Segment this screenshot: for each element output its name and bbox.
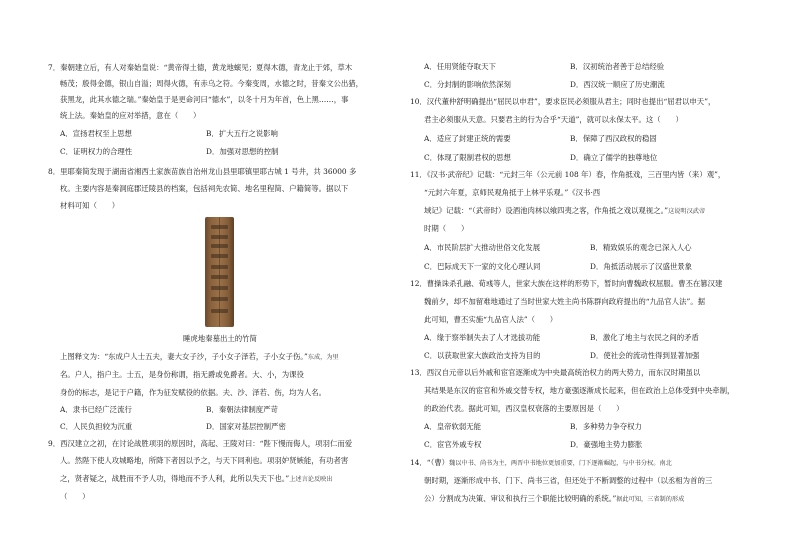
q10-line-1: 10．汉代董仲舒明确提出“屈民以申君”，要求臣民必须服从君主；同时也提出“屈君以申天”，: [410, 97, 716, 106]
q7-option-b: B．扩大五行之说影响: [206, 129, 278, 138]
q9-option-a: A．任用贤能夺取天下: [424, 62, 496, 71]
q7-line-1: 7．秦朝建立后，有人对秦始皇说：“黄帝得土德，黄龙地螾见；夏得木德，青龙止于郊，草木: [48, 63, 353, 72]
q8-line-3: 材料可知（ ）: [60, 201, 120, 210]
q7-option-a: A．宣扬君权至上思想: [60, 129, 132, 138]
q11-line-2: “元封六年夏，京师民观角抵于上林平乐观。”《汉书·西: [424, 188, 601, 197]
q9-option-d: D．西汉统一顺应了历史潮流: [570, 80, 665, 89]
q9-line-2: 人。然陛下使人攻城略地，所降下者因以予之，与天下同利也。项羽妒贤嫉能，有功者害: [60, 456, 349, 465]
q13-line-1: 13．西汉自元帝以后外戚和宦官逐渐成为中央最高统治权力的两大势力，而东汉时期虽以: [410, 368, 701, 377]
q11-option-d: D．角抵活动展示了汉盛世景象: [590, 262, 693, 271]
bamboo-slip-image: [205, 217, 234, 327]
q14-line-1: 14．“（曹）魏以中书、尚书为主，两晋中书地位更加重要，门下逐渐崛起，与中书分权。南北: [410, 458, 672, 467]
q7-line-2: 畅茂；殷得金德，银山自溢；周得火德，有赤乌之符。今秦变周，水德之时，昔秦文公出猎，: [60, 79, 364, 88]
q12-option-c: C．以获取世家大族政治支持为目的: [424, 351, 541, 360]
q12-line-2: 魏前夕，却不加留难地通过了当时世家大姓主尚书陈群向政府提出的“九品官人法”。据: [424, 297, 706, 306]
q12-option-b: B．激化了地主与农民之间的矛盾: [590, 333, 699, 342]
q8-option-d: D．国家对基层控制严密: [206, 422, 286, 431]
q8-option-c: C．人民负担较为沉重: [60, 422, 133, 431]
q10-option-d: D．确立了儒学的独尊地位: [570, 153, 658, 162]
q10-option-c: C．体现了限制君权的思想: [424, 153, 511, 162]
q8-line-1: 8．里耶秦简发现于湖南省湘西土家族苗族自治州龙山县里耶镇里耶古城 1 号井，共 36000 多: [48, 167, 357, 176]
q8-option-a: A．隶书已经广泛流行: [60, 405, 132, 414]
q12-option-a: A．缘于察举制失去了人才选拔功能: [424, 333, 541, 342]
q11-line-3: 域记》记载：“（武帝时）设酒池肉林以飨四夷之客，作角抵之戏以观视之。”这说明汉武帝: [424, 206, 706, 215]
q9-line-3: 之，贤者疑之，战胜而不予人功，得地而不予人利，此所以失天下也。”上述言论反映出: [60, 474, 333, 483]
q8-option-b: B．秦朝法律制度严苛: [206, 405, 278, 414]
q13-option-d: D．豪强地主势力膨胀: [570, 440, 643, 449]
q13-line-2: 其结果是东汉的宦官和外戚交替专权，地方豪强逐渐成长起来，但在政治上总体受到中央牵制，: [424, 386, 735, 395]
q12-line-1: 12．曹操诛杀孔融、荀彧等人，世家大族在这样的形势下，暂时向曹魏政权屈服。曹丕在篡汉建: [410, 279, 723, 288]
q13-line-3: 的政治代表。据此可知，西汉皇权衰落的主要原因是（ ）: [424, 404, 624, 413]
q11-option-c: C．巴际成天下一家的文化心理认同: [424, 262, 541, 271]
q13-option-c: C．宦官外戚专权: [424, 440, 482, 449]
q12-option-d: D．使社会的流动性得到显著加强: [590, 351, 700, 360]
q9-line-1: 9．西汉建立之初，在讨论战胜项羽的原因时，高起、王陵对曰：“陛下慢而侮人，项羽仁而爱: [48, 439, 353, 448]
q7-line-3: 获黑龙，此其水德之瑞。”秦始皇于是更命河曰“德水”，以冬十月为年首，色上黑……，事: [60, 95, 349, 104]
q10-line-2: 君主必须服从天意。只要君主的行为合乎“天道”，就可以永保太平。这（ ）: [424, 115, 683, 124]
q13-option-a: A．皇帝软弱无能: [424, 422, 482, 431]
q8-line-6: 身份的标志，是记于户籍，作为征发赋役的依据。夫、沙、泽若、伤，均为人名。: [60, 388, 327, 397]
q7-line-4: 统上法。秦始皇的应对举措，意在（ ）: [60, 111, 201, 120]
q8-line-5: 名。户人，指户主。士五，是身份称谓，指无爵或免爵者。大、小，为课役: [60, 370, 304, 379]
q8-line-4: 上图释文为：“东成户人士五夫，妻大女子沙，子小女子泽若，子小女子伤。”东成，为里: [60, 352, 339, 361]
q14-line-3: 公）分割成为决策、审议和执行三个职能比较明确的系统。”据此可知，三省制的形成: [424, 494, 685, 503]
q7-option-d: D．加强对思想的控制: [206, 147, 279, 156]
q12-line-3: 此可知，曹丕实施“九品官人法”（ ）: [424, 315, 558, 324]
q9-option-c: C．分封制的影响依然深刻: [424, 80, 511, 89]
q11-option-a: A．市民阶层扩大推动世俗文化发展: [424, 243, 541, 252]
q14-line-2: 朝时期，逐渐形成中书、门下、尚书三省，但还处于不断调整的过程中（以丞相为首的三: [424, 476, 713, 485]
q11-option-b: B．精致娱乐的观念已深入人心: [590, 243, 692, 252]
q10-option-b: B．保障了西汉政权的稳固: [570, 134, 657, 143]
q11-line-4: 时期（ ）: [424, 224, 469, 233]
q9-line-4: （ ）: [60, 492, 90, 501]
q7-option-c: C．证明权力的合理性: [60, 147, 133, 156]
figure-caption: 睡虎地秦墓出土的竹简: [183, 334, 257, 343]
q11-line-1: 11．《汉书·武帝纪》记载：“元封三年（公元前 108 年）春，作角抵戏，三百里内皆（来）观”，: [410, 170, 726, 179]
q8-line-2: 枚。主要内容是秦洞庭郡迁陵县的档案，包括祠先农简、地名里程简、户籍简等。据以下: [60, 184, 349, 193]
q9-option-b: B．汉初统治者善于总结经验: [570, 62, 665, 71]
q13-option-b: B．多种势力争夺权力: [570, 422, 642, 431]
q10-option-a: A．适应了封建正统的需要: [424, 134, 511, 143]
